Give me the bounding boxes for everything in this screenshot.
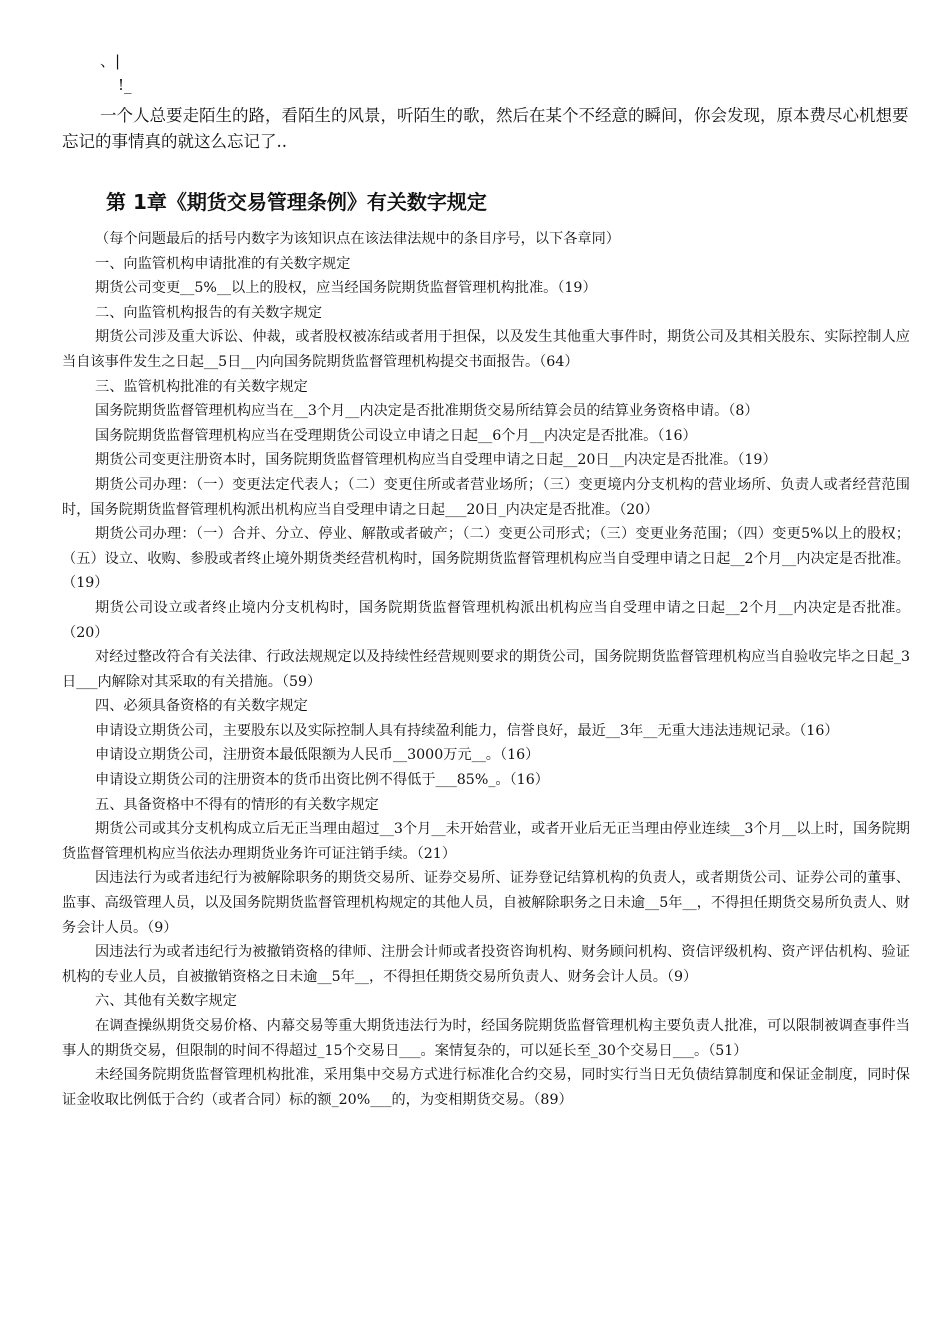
paragraph: 申请设立期货公司，主要股东以及实际控制人具有持续盈利能力，信誉良好，最近__3年__无重大违法违规记录。（16） <box>95 722 839 739</box>
stray-mark-2: !_ <box>118 76 132 94</box>
section-heading: 一、向监管机构申请批准的有关数字规定 <box>95 255 351 272</box>
paragraph: 因违法行为或者违纪行为被解除职务的期货交易所、证券交易所、证券登记结算机构的负责人，或者期货公司、证券公司的董事、监事、高级管理人员，以及国务院期货监督管理机构规定的其他人员，自被解除职务之日未逾__5年__，不得担任期货交易所负责人、财务会计人员。（9） <box>62 870 910 936</box>
section-heading: 三、监管机构批准的有关数字规定 <box>95 378 308 395</box>
paragraph: （每个问题最后的括号内数字为该知识点在该法律法规中的条目序号，以下各章同） <box>95 231 620 247</box>
stray-mark-1: 、| <box>100 52 121 70</box>
paragraph: 国务院期货监督管理机构应当在__3个月__内决定是否批准期货交易所结算会员的结算业务资格申请。（8） <box>95 403 759 420</box>
paragraph: 期货公司变更注册资本时，国务院期货监督管理机构应当自受理申请之日起__20日__内决定是否批准。（19） <box>95 452 777 469</box>
paragraph: 因违法行为或者违纪行为被撤销资格的律师、注册会计师或者投资咨询机构、财务顾问机构、资信评级机构、资产评估机构、验证机构的专业人员，自被撤销资格之日未逾__5年__，不得担任期货交易所负责人、财务会计人员。（9） <box>62 944 910 985</box>
paragraph: 期货公司变更__5%__以上的股权，应当经国务院期货监督管理机构批准。（19） <box>95 280 597 297</box>
section-heading: 四、必须具备资格的有关数字规定 <box>95 698 308 715</box>
section-heading: 二、向监管机构报告的有关数字规定 <box>95 304 323 321</box>
chapter-title: 第 1章《期货交易管理条例》有关数字规定 <box>106 190 487 214</box>
paragraph: 期货公司办理：（一）合并、分立、停业、解散或者破产；（二）变更公司形式；（三）变更业务范围；（四）变更5%以上的股权；（五）设立、收购、参股或者终止境外期货类经营机构时，国务院期货监督管理机构应当自受理申请之日起__2个月__内决定是否批准。（19） <box>62 526 910 592</box>
paragraph: 对经过整改符合有关法律、行政法规规定以及持续性经营规则要求的期货公司，国务院期货监督管理机构应当自验收完毕之日起_3日___内解除对其采取的有关措施。（59） <box>62 649 910 690</box>
paragraph: 申请设立期货公司，注册资本最低限额为人民币__3000万元__。（16） <box>95 747 540 764</box>
paragraph: 期货公司设立或者终止境内分支机构时，国务院期货监督管理机构派出机构应当自受理申请之日起__2个月__内决定是否批准。（20） <box>62 599 910 641</box>
paragraph: 期货公司或其分支机构成立后无正当理由超过__3个月__未开始营业，或者开业后无正当理由停业连续__3个月__以上时，国务院期货监督管理机构应当依法办理期货业务许可证注销手续。（21） <box>62 821 910 862</box>
paragraph: 期货公司涉及重大诉讼、仲裁，或者股权被冻结或者用于担保，以及发生其他重大事件时，期货公司及其相关股东、实际控制人应当自该事件发生之日起__5日__内向国务院期货监督管理机构提交书面报告。（64） <box>62 329 910 370</box>
paragraph: 期货公司办理：（一）变更法定代表人；（二）变更住所或者营业场所；（三）变更境内分支机构的营业场所、负责人或者经营范围时，国务院期货监督管理机构派出机构应当自受理申请之日起___20日_内决定是否批准。（20） <box>62 476 910 518</box>
section-heading: 五、具备资格中不得有的情形的有关数字规定 <box>95 796 379 813</box>
paragraph: 申请设立期货公司的注册资本的货币出资比例不得低于___85%_。（16） <box>95 772 549 789</box>
section-heading: 六、其他有关数字规定 <box>95 993 237 1010</box>
intro-paragraph: 一个人总要走陌生的路，看陌生的风景，听陌生的歌，然后在某个不经意的瞬间，你会发现，原本费尽心机想要忘记的事情真的就这么忘记了.. <box>62 106 909 151</box>
paragraph: 未经国务院期货监督管理机构批准，采用集中交易方式进行标准化合约交易，同时实行当日无负债结算制度和保证金制度，同时保证金收取比例低于合约（或者合同）标的额_20%___的，为变相期货交易。（89） <box>62 1067 910 1108</box>
paragraph: 在调查操纵期货交易价格、内幕交易等重大期货违法行为时，经国务院期货监督管理机构主要负责人批准，可以限制被调查事件当事人的期货交易，但限制的时间不得超过_15个交易日___。案情复杂的，可以延长至_30个交易日___。（51） <box>62 1018 910 1059</box>
document-body <box>62 227 910 1112</box>
paragraph: 国务院期货监督管理机构应当在受理期货公司设立申请之日起__6个月__内决定是否批准。（16） <box>95 427 697 444</box>
